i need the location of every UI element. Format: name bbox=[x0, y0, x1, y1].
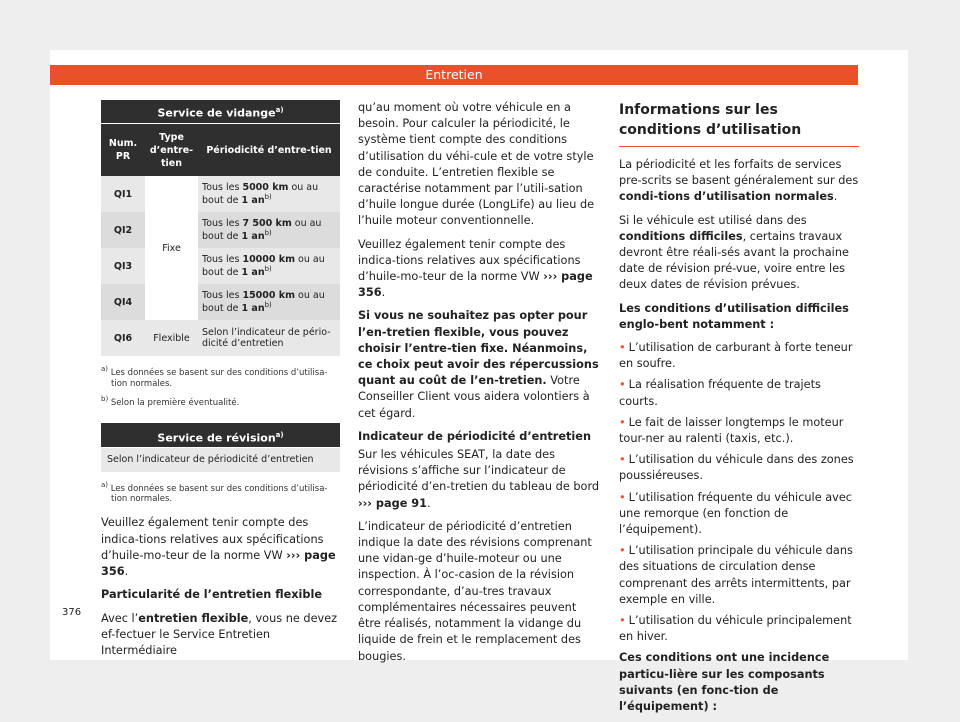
paragraph: La périodicité et les forfaits de services pre-scrits se basent généralement sur des condi-tions d’utilisation normales. bbox=[619, 158, 859, 204]
footnote-b: $^{b)}$ Selon la première éventualité. bbox=[101, 394, 240, 408]
subheading: Indicateur de périodicité d’entretien bbox=[358, 429, 591, 443]
list-item: • L’utilisation du véhicule principalement en hiver. bbox=[619, 614, 852, 644]
column-right bbox=[619, 100, 859, 722]
list-item: • L’utilisation principale du véhicule dans des situations de circulation dense comprenant des arrêts intermittents, par exemple en ville. bbox=[619, 544, 853, 606]
subheading: Les conditions d’utilisation difficiles englo-bent notamment : bbox=[619, 301, 849, 331]
bullet-icon: • bbox=[619, 614, 626, 628]
page-link[interactable]: ››› page 356 bbox=[358, 270, 593, 300]
table-cell-code: QI4 bbox=[101, 284, 145, 320]
footnote-a: $^{a)}$ Les données se basent sur des conditions d’utilisa-tion normales. bbox=[101, 365, 328, 389]
section-title-block bbox=[619, 100, 859, 147]
list-item: • La réalisation fréquente de trajets courts. bbox=[619, 378, 821, 408]
list-item: • L’utilisation du véhicule dans des zones poussiéreuses. bbox=[619, 453, 854, 483]
paragraph: Sur les véhicules SEAT, la date des révisions s’affiche sur l’indicateur de périodicité d’en-tretien du tableau de bord ››› page 91. bbox=[358, 448, 600, 510]
paragraph: Veuillez également tenir compte des indica-tions relatives aux spécifications d’huile-mo-teur de la norme VW ››› page 356. bbox=[101, 516, 336, 579]
table-cell-period: Tous les 7 500 km ou au bout de 1 $an^{b)}$ bbox=[198, 212, 340, 248]
column-left bbox=[101, 100, 340, 666]
revision-table-title: Service de révision$^{a)}$ bbox=[101, 423, 340, 447]
list-item: • Le fait de laisser longtemps le moteur tour-ner au ralenti (taxis, etc.). bbox=[619, 415, 844, 446]
page-link[interactable]: ››› page 356 bbox=[101, 548, 336, 579]
bullet-icon: • bbox=[619, 453, 626, 467]
table-cell-period: Tous les 10000 km ou au bout de 1 $an^{b)}$ bbox=[198, 248, 340, 284]
table-cell-flexible: Flexible bbox=[145, 320, 198, 356]
paragraph: L’indicateur de périodicité d’entretien indique la date des révisions comprenant une vidan-ge d’huile-moteur ou une inspection. À l’oc-casion de la révision correspondante, d’au-tres travaux complémentaires nécessaires peuvent être réalisés, notamment la vidange du liquide de frein et le remplacement des bougies. bbox=[358, 519, 592, 663]
bullet-icon: • bbox=[619, 341, 626, 355]
table-cell-period: Tous les 15000 km ou au bout de 1 $an^{b)}$ bbox=[198, 284, 340, 320]
column-middle bbox=[358, 100, 600, 672]
paragraph: qu’au moment où votre véhicule en a besoin. Pour calculer la périodicité, le système tient compte des conditions d’utilisation du véhi-cule et de votre style de conduite. L’entretien flexible se caractérise notamment par l’utili-sation d’huile longue durée (LongLife) au lieu de l’huile moteur conventionnelle. bbox=[358, 101, 595, 228]
table-cell-fixe: Fixe bbox=[145, 176, 198, 320]
bullet-icon: • bbox=[619, 490, 626, 504]
table-cell-code: QI6 bbox=[101, 320, 145, 356]
list-item: • L’utilisation de carburant à forte teneur en soufre. bbox=[619, 341, 853, 371]
table-cell-code: QI2 bbox=[101, 212, 145, 248]
paragraph: Si le véhicule est utilisé dans des conditions difficiles, certains travaux devront être réali-sés avant la prochaine date de révision pré-vue, voire entre les deux dates de révision prévues. bbox=[619, 213, 849, 292]
subheading: Ces conditions ont une incidence particu-lière sur les composants suivants (en fonc-tion de l’équipement) : bbox=[619, 651, 830, 714]
oil-table-title: Service de vidange$^{a)}$ bbox=[101, 100, 340, 124]
revision-table-row: Selon l’indicateur de périodicité d’entretien bbox=[101, 447, 340, 472]
oil-service-table bbox=[101, 100, 340, 356]
section-title: Informations sur les conditions d’utilisation bbox=[619, 102, 802, 138]
col-header-type: Type d’entre-tien bbox=[145, 124, 198, 177]
bullet-icon: • bbox=[619, 544, 626, 558]
table-cell-code: QI3 bbox=[101, 248, 145, 284]
table-cell-period: Tous les 5000 km ou au bout de 1 $an^{b)}$ bbox=[198, 176, 340, 212]
page-number: 376 bbox=[62, 607, 82, 618]
bullet-icon: • bbox=[619, 378, 626, 392]
table-cell-period: Selon l’indicateur de pério-dicité d’entretien bbox=[198, 320, 340, 356]
paragraph: Veuillez également tenir compte des indica-tions relatives aux spécifications d’huile-mo-teur de la norme VW ››› page 356. bbox=[358, 237, 593, 300]
footnote-a: $^{a)}$ Les données se basent sur des conditions d’utilisa-tion normales. bbox=[101, 480, 328, 505]
subheading: Particularité de l’entretien flexible bbox=[101, 588, 323, 602]
chapter-header: Entretien bbox=[50, 65, 858, 85]
list-item: • L’utilisation fréquente du véhicule avec une remorque (en fonction de l’équipement). bbox=[619, 490, 853, 537]
col-header-period: Périodicité d’entre-tien bbox=[198, 124, 340, 177]
paragraph: Avec l’entretien flexible, vous ne devez ef-fectuer le Service Entretien Intermédiaire bbox=[101, 611, 338, 657]
page-link[interactable]: ››› page 91 bbox=[358, 496, 428, 510]
col-header-num: Num. PR bbox=[101, 124, 145, 177]
table-cell-code: QI1 bbox=[101, 176, 145, 212]
bullet-icon: • bbox=[619, 415, 626, 429]
paragraph: Si vous ne souhaitez pas opter pour l’en-tretien flexible, vous pouvez choisir l’entre-tien fixe. Néanmoins, ce choix peut avoir des répercussions quant au coût de l’en-tretien. Votre Conseiller Client vous aidera volontiers à cet égard. bbox=[358, 309, 599, 420]
bullet-list bbox=[619, 340, 859, 645]
